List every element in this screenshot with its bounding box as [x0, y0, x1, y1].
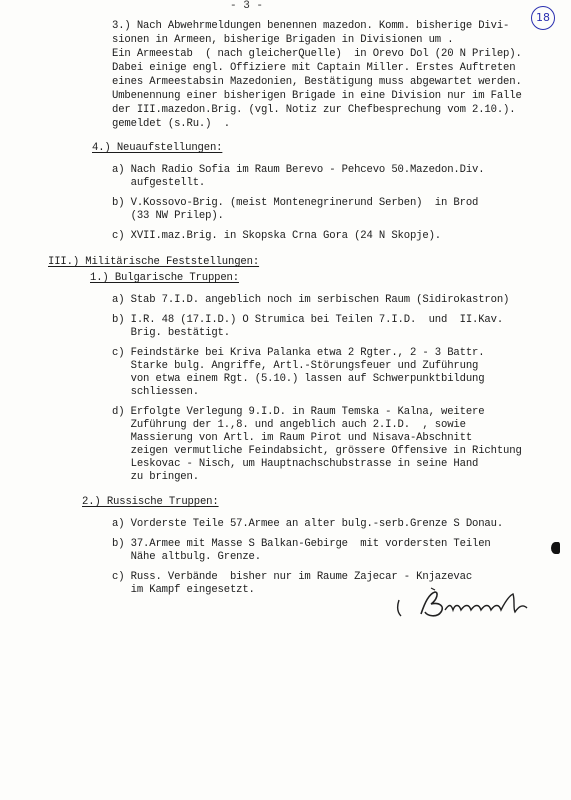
section4-a-line-2: aufgestellt.	[112, 177, 206, 189]
page-number: - 3 -	[230, 0, 264, 12]
russ-b-line-2: Nähe altbulg. Grenze.	[112, 551, 261, 563]
para3-line-4: Dabei einige engl. Offiziere mit Captain Miller. Erstes Auftreten	[112, 62, 516, 74]
section4-a-line-1: a) Nach Radio Sofia im Raum Berevo - Pehcevo 50.Mazedon.Div.	[112, 164, 485, 176]
bulg-c-line-2: Starke bulg. Angriffe, Artl.-Störungsfeuer und Zuführung	[112, 360, 479, 372]
bulg-c-line-3: von etwa einem Rgt. (5.10.) lassen auf Schwerpunktbildung	[112, 373, 485, 385]
para3-line-3: Ein Armeestab ( nach gleicherQuelle) in Orevo Dol (20 N Prilep).	[112, 48, 522, 60]
section4-b-line-2: (33 NW Prilep).	[112, 210, 224, 222]
bulg-d-line-5: Leskovac - Nisch, um Hauptnachschubstrasse in seine Hand	[112, 458, 479, 470]
russian-heading: 2.) Russische Truppen:	[82, 496, 219, 508]
para3-line-7: der III.mazedon.Brig. (vgl. Notiz zur Chefbesprechung vom 2.10.).	[112, 104, 516, 116]
bulg-d-line-3: Massierung von Artl. im Raum Pirot und Nisava-Abschnitt	[112, 432, 473, 444]
bulg-c-line-1: c) Feindstärke bei Kriva Palanka etwa 2 Rgter., 2 - 3 Battr.	[112, 347, 485, 359]
bulg-d-line-6: zu bringen.	[112, 471, 199, 483]
para3-line-5: eines Armeestabsin Mazedonien, Bestätigung muss abgewartet werden.	[112, 76, 522, 88]
russ-c-line-2: im Kampf eingesetzt.	[112, 584, 255, 596]
para3-line-2: sionen in Armeen, bisherige Brigaden in Divisionen um .	[112, 34, 454, 46]
ink-mark	[551, 542, 560, 554]
bulg-c-line-4: schliessen.	[112, 386, 199, 398]
bulg-b-line-1: b) I.R. 48 (17.I.D.) O Strumica bei Teilen 7.I.D. und II.Kav.	[112, 314, 504, 326]
russ-c-line-1: c) Russ. Verbände bisher nur im Raume Zajecar - Knjazevac	[112, 571, 473, 583]
bulg-d-line-1: d) Erfolgte Verlegung 9.I.D. in Raum Temska - Kalna, weitere	[112, 406, 485, 418]
bulg-d-line-4: zeigen vermutliche Feindabsicht, grössere Offensive in Richtung	[112, 445, 522, 457]
bulg-b-line-2: Brig. bestätigt.	[112, 327, 230, 339]
section4-heading: 4.) Neuaufstellungen:	[92, 142, 223, 154]
bulgarian-heading: 1.) Bulgarische Truppen:	[90, 272, 239, 284]
handwritten-signature	[395, 586, 555, 626]
section4-c-line-1: c) XVII.maz.Brig. in Skopska Crna Gora (24 N Skopje).	[112, 230, 441, 242]
section-III-heading: III.) Militärische Feststellungen:	[48, 256, 260, 268]
para3-line-6: Umbenennung einer bisherigen Brigade in eine Division nur im Falle	[112, 90, 522, 102]
russ-a-line-1: a) Vorderste Teile 57.Armee an alter bulg.-serb.Grenze S Donau.	[112, 518, 504, 530]
bulg-d-line-2: Zuführung der 1.,8. und angeblich auch 2.I.D. , sowie	[112, 419, 466, 431]
bulg-a-line-1: a) Stab 7.I.D. angeblich noch im serbischen Raum (Sidirokastron)	[112, 294, 510, 306]
folio-stamp: 18	[531, 6, 555, 30]
para3-line-8: gemeldet (s.Ru.) .	[112, 118, 230, 130]
section4-b-line-1: b) V.Kossovo-Brig. (meist Montenegrinerund Serben) in Brod	[112, 197, 479, 209]
para3-line-1: 3.) Nach Abwehrmeldungen benennen mazedon. Komm. bisherige Divi-	[112, 20, 510, 32]
russ-b-line-1: b) 37.Armee mit Masse S Balkan-Gebirge mit vordersten Teilen	[112, 538, 491, 550]
